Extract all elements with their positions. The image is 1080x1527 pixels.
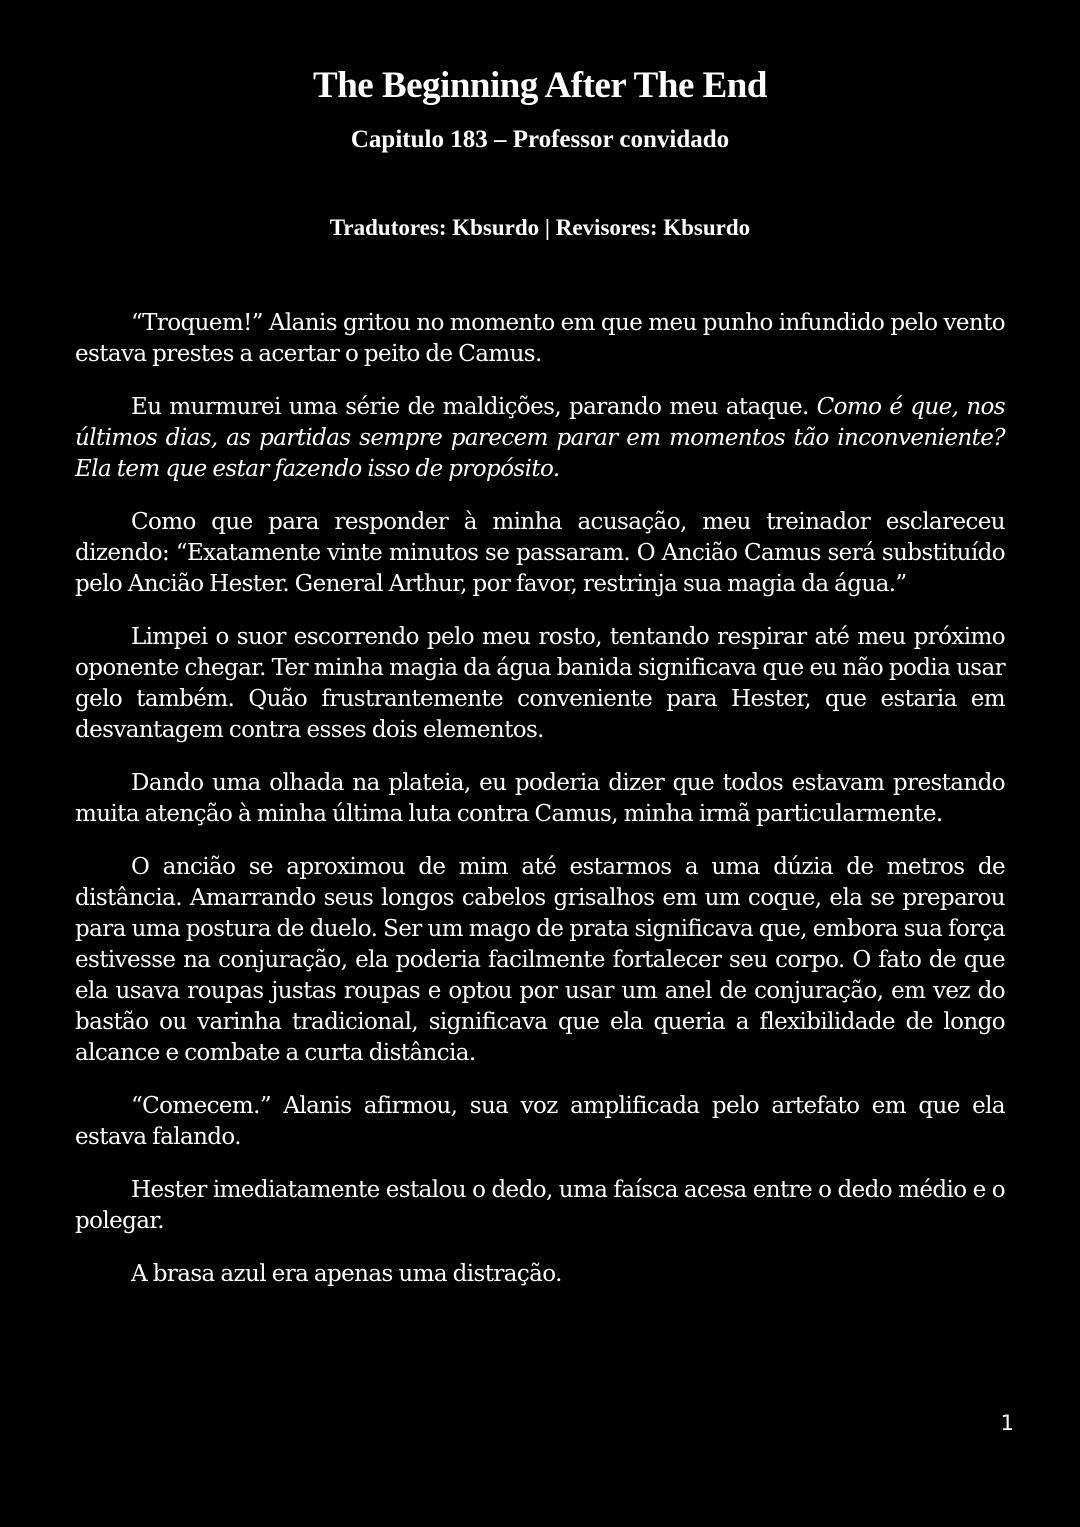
- inner-thought: Como é que, nos últimos dias, as partidas sempre parecem parar em momentos tão inconveniente? Ela tem que estar fazendo isso de propósito.: [75, 394, 1005, 482]
- paragraph: Dando uma olhada na plateia, eu poderia dizer que todos estavam prestando muita atenção à minha última luta contra Camus, minha irmã particularmente.: [75, 770, 1005, 827]
- paragraph: “Troquem!” Alanis gritou no momento em que meu punho infundido pelo vento estava prestes a acertar o peito de Camus.: [75, 310, 1005, 367]
- paragraph: “Comecem.” Alanis afirmou, sua voz amplificada pelo artefato em que ela estava falando.: [75, 1093, 1005, 1150]
- paragraph: Eu murmurei uma série de maldições, parando meu ataque. Como é que, nos últimos dias, as partidas sempre parecem parar em momentos tão inconveniente? Ela tem que estar fazendo isso de propósito.: [75, 394, 1005, 482]
- book-title: The Beginning After The End: [313, 65, 767, 106]
- chapter-body: [75, 308, 1005, 1312]
- paragraph: Como que para responder à minha acusação, meu treinador esclareceu dizendo: “Exatamente vinte minutos se passaram. O Ancião Camus será substituído pelo Ancião Hester. General Arthur, por favor, restrinja sua magia da água.”: [75, 509, 1005, 597]
- paragraph: O ancião se aproximou de mim até estarmos a uma dúzia de metros de distância. Amarrando seus longos cabelos grisalhos em um coque, ela se preparou para uma postura de duelo. Ser um mago de prata significava que, embora sua força estivesse na conjuração, ela poderia facilmente fortalecer seu corpo. O fato de que ela usava roupas justas roupas e optou por usar um anel de conjuração, em vez do bastão ou varinha tradicional, significava que ela queria a flexibilidade de longo alcance e combate a curta distância.: [75, 854, 1005, 1066]
- chapter-title: Capitulo 183 – Professor convidado: [350, 126, 730, 153]
- paragraph: Limpei o suor escorrendo pelo meu rosto, tentando respirar até meu próximo oponente chegar. Ter minha magia da água banida significava que eu não podia usar gelo também. Quão frustrantemente conveniente para Hester, que estaria em desvantagem contra esses dois elementos.: [75, 624, 1005, 743]
- paragraph: Hester imediatamente estalou o dedo, uma faísca acesa entre o dedo médio e o polegar.: [75, 1177, 1005, 1234]
- paragraph: A brasa azul era apenas uma distração.: [131, 1261, 562, 1287]
- page-number: 1: [1000, 1411, 1014, 1435]
- translator-credits: Tradutores: Kbsurdo | Revisores: Kbsurdo: [329, 215, 751, 240]
